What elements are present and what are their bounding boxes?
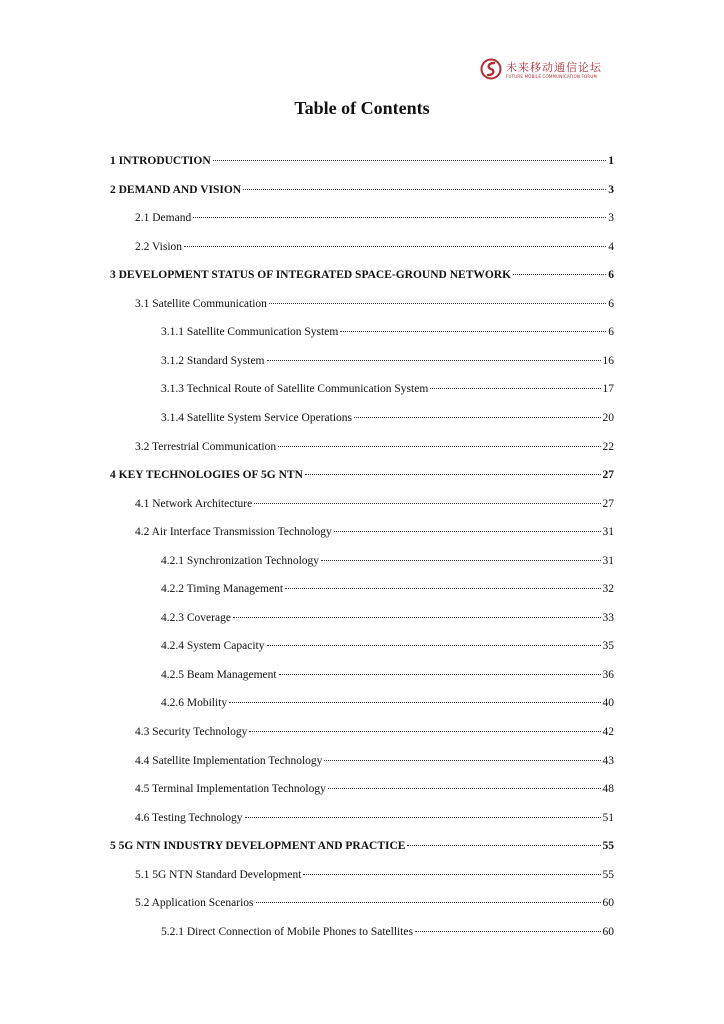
toc-entry-page-number: 35 bbox=[602, 640, 614, 652]
toc-entry-label: 4.2.6 Mobility bbox=[161, 697, 228, 709]
toc-entry-page-number: 36 bbox=[602, 669, 614, 681]
toc-entry-label: 4.2.3 Coverage bbox=[161, 612, 231, 624]
toc-entry-label: 4.2.4 System Capacity bbox=[161, 640, 265, 652]
toc-dot-leader bbox=[415, 931, 600, 932]
toc-entry-level-2[interactable] bbox=[135, 754, 614, 768]
toc-dot-leader bbox=[303, 874, 600, 875]
toc-entry-label: 5.2 Application Scenarios bbox=[135, 897, 254, 909]
toc-entry-page-number: 6 bbox=[608, 326, 614, 338]
toc-entry-page-number: 3 bbox=[608, 212, 614, 224]
toc-entry-label: 4.2.5 Beam Management bbox=[161, 669, 277, 681]
toc-entry-level-3[interactable] bbox=[161, 382, 614, 396]
toc-entry-level-3[interactable] bbox=[161, 639, 614, 653]
toc-entry-level-1[interactable] bbox=[110, 268, 614, 282]
toc-entry-page-number: 27 bbox=[602, 498, 614, 510]
toc-dot-leader bbox=[513, 274, 606, 275]
toc-dot-leader bbox=[267, 360, 601, 361]
toc-dot-leader bbox=[430, 388, 600, 389]
toc-entry-level-2[interactable] bbox=[135, 896, 614, 910]
toc-entry-page-number: 20 bbox=[602, 412, 614, 424]
toc-entry-label: 1 INTRODUCTION bbox=[110, 155, 211, 167]
toc-entry-page-number: 60 bbox=[602, 897, 614, 909]
toc-entry-label: 4.2.1 Synchronization Technology bbox=[161, 555, 320, 567]
toc-entry-level-1[interactable] bbox=[110, 154, 614, 168]
toc-dot-leader bbox=[229, 702, 600, 703]
toc-entry-label: 5.2.1 Direct Connection of Mobile Phones to Satellites bbox=[161, 926, 414, 938]
toc-entry-page-number: 6 bbox=[608, 269, 614, 281]
toc-entry-level-3[interactable] bbox=[161, 611, 614, 625]
toc-entry-label: 5 5G NTN INDUSTRY DEVELOPMENT AND PRACTICE bbox=[110, 840, 406, 852]
toc-entry-level-3[interactable] bbox=[161, 696, 614, 710]
toc-dot-leader bbox=[340, 331, 606, 332]
toc-entry-page-number: 55 bbox=[602, 869, 614, 881]
toc-entry-level-2[interactable] bbox=[135, 725, 614, 739]
toc-entry-page-number: 16 bbox=[602, 355, 614, 367]
toc-dot-leader bbox=[256, 902, 601, 903]
toc-entry-page-number: 33 bbox=[602, 612, 614, 624]
toc-entry-level-3[interactable] bbox=[161, 411, 614, 425]
toc-dot-leader bbox=[184, 246, 606, 247]
toc-entry-label: 4.2 Air Interface Transmission Technology bbox=[135, 526, 332, 538]
forum-logo-english-name: FUTURE MOBILE COMMUNICATION FORUM bbox=[506, 74, 598, 79]
toc-entry-level-2[interactable] bbox=[135, 525, 614, 539]
toc-entry-label: 5.1 5G NTN Standard Development bbox=[135, 869, 302, 881]
toc-dot-leader bbox=[254, 503, 600, 504]
toc-entry-level-3[interactable] bbox=[161, 582, 614, 596]
toc-entry-label: 3.2 Terrestrial Communication bbox=[135, 441, 277, 453]
toc-entry-page-number: 31 bbox=[602, 555, 614, 567]
toc-dot-leader bbox=[354, 417, 601, 418]
toc-dot-leader bbox=[269, 303, 606, 304]
toc-entry-label: 3.1.1 Satellite Communication System bbox=[161, 326, 339, 338]
toc-entry-label: 2.2 Vision bbox=[135, 241, 183, 253]
toc-dot-leader bbox=[245, 817, 601, 818]
forum-logo-chinese-name: 未来移动通信论坛 bbox=[506, 61, 602, 74]
toc-dot-leader bbox=[334, 531, 601, 532]
toc-entry-level-2[interactable] bbox=[135, 297, 614, 311]
toc-entry-level-1[interactable] bbox=[110, 839, 614, 853]
toc-dot-leader bbox=[243, 189, 606, 190]
toc-entry-level-2[interactable] bbox=[135, 440, 614, 454]
toc-entry-page-number: 55 bbox=[602, 840, 614, 852]
toc-entry-page-number: 1 bbox=[608, 155, 614, 167]
toc-entry-level-1[interactable] bbox=[110, 183, 614, 197]
toc-entry-level-3[interactable] bbox=[161, 925, 614, 939]
toc-entry-level-3[interactable] bbox=[161, 554, 614, 568]
toc-entry-level-3[interactable] bbox=[161, 668, 614, 682]
toc-dot-leader bbox=[213, 160, 607, 161]
toc-entry-level-2[interactable] bbox=[135, 782, 614, 796]
toc-entry-label: 4.1 Network Architecture bbox=[135, 498, 253, 510]
toc-entry-label: 4.5 Terminal Implementation Technology bbox=[135, 783, 326, 795]
toc-entry-page-number: 42 bbox=[602, 726, 614, 738]
toc-entry-level-2[interactable] bbox=[135, 868, 614, 882]
toc-dot-leader bbox=[233, 617, 601, 618]
toc-entry-level-2[interactable] bbox=[135, 211, 614, 225]
toc-entry-page-number: 31 bbox=[602, 526, 614, 538]
toc-entry-level-3[interactable] bbox=[161, 354, 614, 368]
toc-dot-leader bbox=[324, 760, 600, 761]
toc-dot-leader bbox=[279, 674, 601, 675]
toc-entry-level-2[interactable] bbox=[135, 240, 614, 254]
toc-entry-label: 2 DEMAND AND VISION bbox=[110, 184, 242, 196]
toc-entry-page-number: 40 bbox=[602, 697, 614, 709]
toc-dot-leader bbox=[285, 588, 600, 589]
toc-dot-leader bbox=[305, 474, 601, 475]
toc-entry-page-number: 3 bbox=[608, 184, 614, 196]
toc-entry-label: 3.1.2 Standard System bbox=[161, 355, 265, 367]
toc-entry-label: 4.2.2 Timing Management bbox=[161, 583, 284, 595]
toc-entry-level-2[interactable] bbox=[135, 497, 614, 511]
toc-dot-leader bbox=[267, 645, 601, 646]
toc-entry-page-number: 27 bbox=[602, 469, 614, 481]
page-title: Table of Contents bbox=[294, 98, 430, 118]
toc-entry-page-number: 51 bbox=[602, 812, 614, 824]
toc-entry-page-number: 17 bbox=[602, 383, 614, 395]
toc-entry-page-number: 32 bbox=[602, 583, 614, 595]
toc-entry-page-number: 22 bbox=[602, 441, 614, 453]
toc-dot-leader bbox=[321, 560, 600, 561]
toc-entry-page-number: 60 bbox=[602, 926, 614, 938]
toc-entry-level-1[interactable] bbox=[110, 468, 614, 482]
toc-entry-label: 4.6 Testing Technology bbox=[135, 812, 243, 824]
toc-entry-label: 3 DEVELOPMENT STATUS OF INTEGRATED SPACE-GROUND NETWORK bbox=[110, 269, 512, 281]
toc-entry-page-number: 4 bbox=[608, 241, 614, 253]
toc-entry-label: 2.1 Demand bbox=[135, 212, 192, 224]
toc-entry-label: 3.1.4 Satellite System Service Operations bbox=[161, 412, 352, 424]
toc-dot-leader bbox=[249, 731, 600, 732]
toc-dot-leader bbox=[278, 446, 600, 447]
toc-entry-label: 3.1 Satellite Communication bbox=[135, 298, 267, 310]
toc-entry-label: 3.1.3 Technical Route of Satellite Communication System bbox=[161, 383, 429, 395]
toc-entry-level-2[interactable] bbox=[135, 811, 614, 825]
toc-entry-page-number: 48 bbox=[602, 783, 614, 795]
toc-entry-level-3[interactable] bbox=[161, 325, 614, 339]
toc-entry-label: 4.4 Satellite Implementation Technology bbox=[135, 755, 323, 767]
toc-dot-leader bbox=[193, 217, 606, 218]
toc-entry-label: 4.3 Security Technology bbox=[135, 726, 248, 738]
toc-entry-page-number: 43 bbox=[602, 755, 614, 767]
toc-dot-leader bbox=[407, 845, 600, 846]
toc-entry-label: 4 KEY TECHNOLOGIES OF 5G NTN bbox=[110, 469, 303, 481]
toc-dot-leader bbox=[328, 788, 601, 789]
toc-entry-page-number: 6 bbox=[608, 298, 614, 310]
